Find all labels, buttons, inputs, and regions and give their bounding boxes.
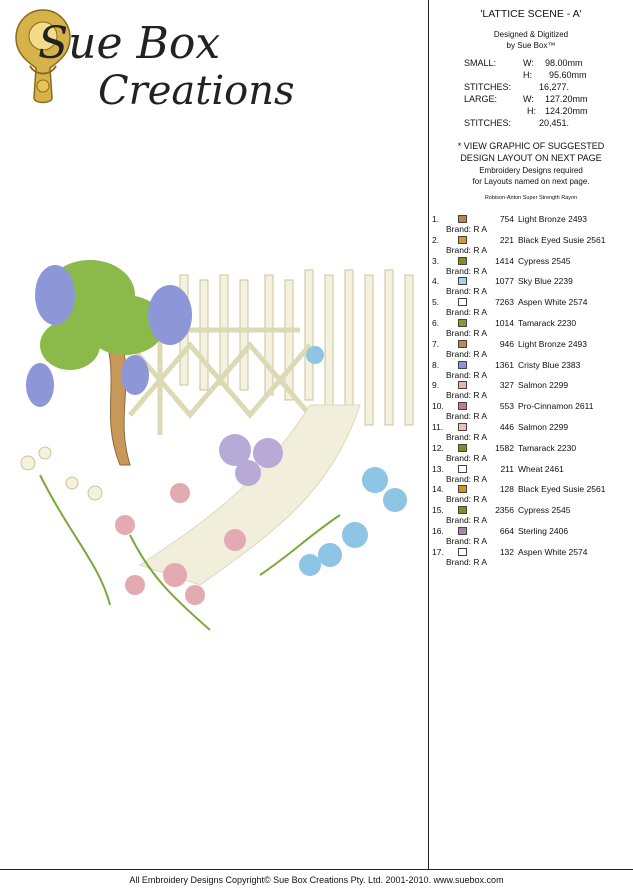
color-brand: Brand: R A (446, 286, 488, 297)
color-name: Black Eyed Susie 2561 (518, 484, 606, 495)
color-code: 132 (499, 546, 514, 557)
color-brand: Brand: R A (446, 328, 488, 338)
color-swatch (458, 485, 467, 493)
small-stitches-value: 16,277. (539, 82, 570, 92)
thread-color-row (432, 235, 632, 255)
small-label: SMALL: (464, 58, 497, 68)
color-swatch (458, 527, 467, 535)
color-brand: Brand: R A (446, 307, 488, 318)
thread-color-row (432, 297, 632, 317)
design-title: 'LATTICE SCENE - A' (480, 8, 582, 20)
color-code: 1414 (495, 255, 514, 266)
color-name: Black Eyed Susie 2561 (518, 234, 606, 245)
color-brand: Brand: R A (446, 265, 488, 276)
view-note-line2: DESIGN LAYOUT ON NEXT PAGE (460, 153, 602, 163)
thread-color-row (432, 464, 632, 484)
thread-color-row (432, 380, 632, 400)
thread-color-row (432, 484, 632, 504)
color-name: Pro-Cinnamon 2611 (518, 401, 594, 412)
color-name: Salmon 2299 (518, 380, 569, 391)
color-name: Light Bronze 2493 (518, 214, 587, 224)
color-name: Tamarack 2230 (518, 442, 577, 453)
color-code: 446 (499, 422, 514, 432)
required-note-line1: Embroidery Designs required (479, 166, 583, 175)
color-name: Aspen White 2574 (518, 297, 588, 308)
color-swatch (458, 548, 467, 556)
thread-color-row (432, 339, 632, 359)
color-code: 1582 (495, 442, 514, 453)
color-swatch (458, 444, 467, 452)
color-brand: Brand: R A (446, 432, 488, 442)
color-code: 327 (499, 380, 514, 391)
thread-color-row (432, 505, 632, 525)
color-swatch (458, 402, 467, 410)
color-swatch (458, 257, 467, 265)
color-swatch (458, 361, 467, 369)
color-code: 221 (499, 234, 514, 245)
color-number: 2. (432, 234, 440, 245)
color-name: Cristy Blue 2383 (518, 359, 581, 370)
color-code: 1077 (495, 276, 514, 287)
color-number: 12. (432, 442, 444, 453)
logo-text-line1: Sue Box (38, 18, 221, 69)
color-brand: Brand: R A (446, 411, 488, 422)
color-swatch (458, 340, 467, 348)
color-number: 16. (432, 526, 444, 536)
thread-color-row (432, 214, 632, 234)
color-code: 211 (500, 463, 514, 474)
color-number: 17. (432, 546, 444, 557)
color-code: 754 (499, 214, 514, 224)
info-panel (429, 0, 633, 869)
view-note-line1: * VIEW GRAPHIC OF SUGGESTED (457, 141, 605, 151)
color-code: 128 (499, 484, 514, 495)
thread-color-row (432, 276, 632, 296)
color-code: 664 (499, 526, 514, 536)
color-name: Sterling 2406 (518, 526, 569, 536)
color-name: Sky Blue 2239 (518, 276, 573, 287)
small-w-label: W: (523, 58, 534, 68)
large-h-value: 124.20mm (545, 106, 588, 116)
logo-text-line2: Creations (98, 68, 295, 114)
color-number: 14. (432, 484, 444, 495)
color-number: 7. (432, 338, 440, 349)
small-stitches-label: STITCHES: (464, 82, 512, 92)
credit-line2: by Sue Box™ (506, 41, 556, 50)
thread-color-row (432, 422, 632, 442)
small-h-label: H: (523, 70, 532, 80)
color-swatch (458, 506, 467, 514)
color-number: 1. (432, 214, 440, 224)
color-swatch (458, 298, 467, 306)
thread-color-row (432, 443, 632, 463)
copyright-footer: All Embroidery Designs Copyright© Sue Box Creations Pty. Ltd. 2001-2010. www.suebox.com (129, 875, 504, 885)
required-note-line2: for Layouts named on next page. (472, 177, 590, 186)
color-number: 11. (432, 422, 444, 432)
color-swatch (458, 277, 467, 285)
color-name: Wheat 2461 (518, 463, 564, 474)
color-brand: Brand: R A (446, 536, 488, 546)
logo (8, 6, 308, 116)
color-number: 3. (432, 255, 440, 266)
color-number: 4. (432, 276, 440, 287)
color-code: 553 (499, 401, 514, 412)
color-code: 7263 (495, 297, 514, 308)
color-brand: Brand: R A (446, 390, 488, 401)
color-name: Tamarack 2230 (518, 318, 577, 328)
thread-color-row (432, 401, 632, 421)
color-number: 9. (432, 380, 440, 391)
color-brand: Brand: R A (446, 348, 488, 359)
footer-divider (0, 869, 633, 870)
color-brand: Brand: R A (446, 515, 488, 526)
embroidery-illustration (10, 235, 415, 635)
color-number: 5. (432, 297, 440, 308)
color-brand: Brand: R A (446, 452, 488, 463)
color-brand: Brand: R A (446, 369, 488, 380)
color-number: 6. (432, 318, 440, 328)
color-swatch (458, 423, 467, 431)
large-stitches-label: STITCHES: (464, 118, 512, 128)
large-stitches-value: 20,451. (539, 118, 570, 128)
color-number: 10. (432, 401, 444, 412)
thread-color-row (432, 318, 632, 338)
thread-brand-note: Robison-Anton Super Strength Rayon (484, 195, 578, 201)
thread-color-row (432, 547, 632, 567)
large-w-value: 127.20mm (545, 94, 588, 104)
thread-color-row (432, 526, 632, 546)
color-number: 15. (432, 505, 444, 516)
color-swatch (458, 381, 467, 389)
large-h-label: H: (527, 106, 536, 116)
color-swatch (458, 319, 467, 327)
color-name: Cypress 2545 (518, 505, 571, 516)
large-label: LARGE: (464, 94, 498, 104)
credit-line1: Designed & Digitized (493, 30, 569, 39)
color-name: Cypress 2545 (518, 255, 571, 266)
thread-color-row (432, 360, 632, 380)
color-number: 13. (432, 463, 444, 474)
color-brand: Brand: R A (446, 244, 488, 255)
color-swatch (458, 215, 467, 223)
thread-color-row (432, 256, 632, 276)
color-brand: Brand: R A (446, 556, 488, 567)
color-code: 2356 (495, 505, 514, 516)
color-brand: Brand: R A (446, 224, 488, 234)
color-code: 1361 (495, 359, 514, 370)
color-code: 1014 (495, 318, 514, 328)
color-brand: Brand: R A (446, 494, 488, 505)
color-brand: Brand: R A (446, 473, 488, 484)
color-name: Salmon 2299 (518, 422, 569, 432)
color-name: Aspen White 2574 (518, 546, 588, 557)
color-swatch (458, 465, 467, 473)
color-number: 8. (432, 359, 440, 370)
small-h-value: 95.60mm (549, 70, 587, 80)
color-name: Light Bronze 2493 (518, 338, 587, 349)
color-swatch (458, 236, 467, 244)
small-w-value: 98.00mm (545, 58, 583, 68)
large-w-label: W: (523, 94, 534, 104)
color-code: 946 (499, 338, 514, 349)
